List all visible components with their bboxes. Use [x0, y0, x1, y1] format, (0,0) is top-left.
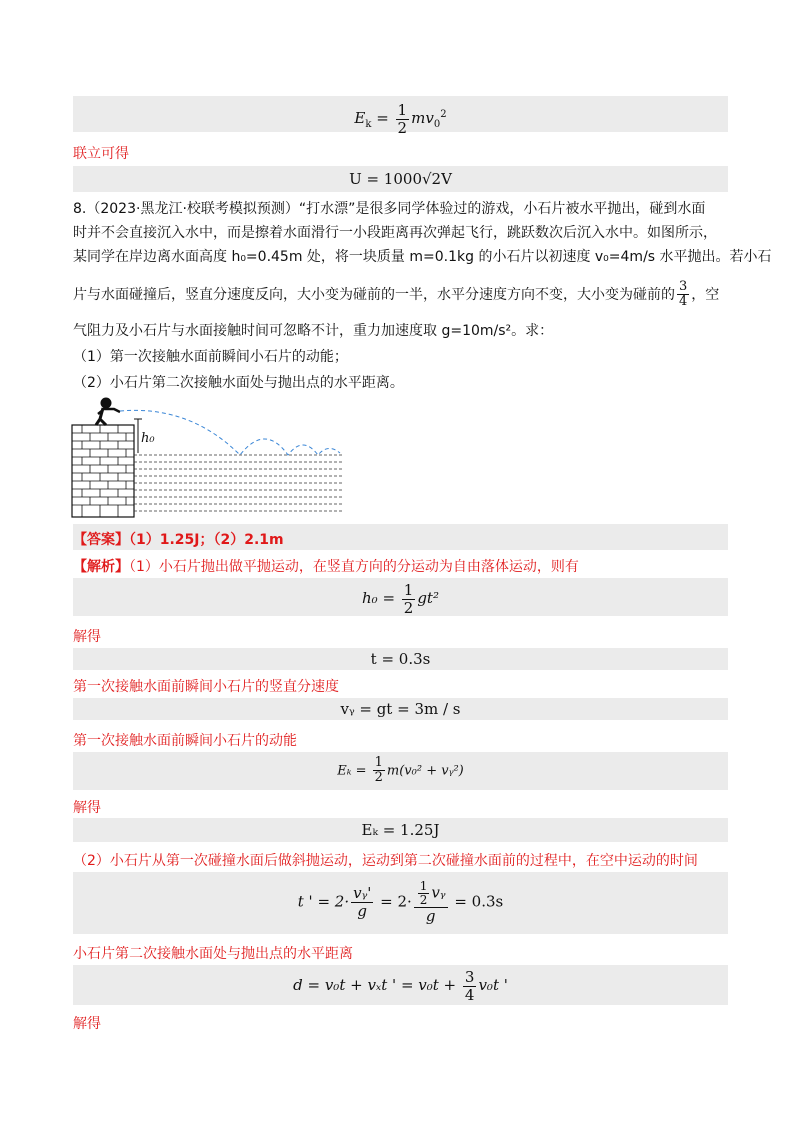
step-text: 第一次接触水面前瞬间小石片的竖直分速度 [73, 679, 339, 695]
rhs: m(v₀² + vᵧ²) [386, 763, 464, 779]
compound-numerator [414, 880, 448, 908]
person-throwing [96, 398, 120, 425]
step-label: 解得 [73, 800, 101, 816]
lhs: Eₖ = [337, 763, 371, 779]
equation-band [73, 166, 728, 192]
step-text: （2）小石片从第一次碰撞水面后做斜抛运动，运动到第二次碰撞水面前的过程中，在空中运动的时间 [73, 853, 698, 869]
problem-number: 8. [73, 201, 87, 217]
answer-text: （1）1.25J；（2）2.1m [129, 532, 284, 548]
problem-line-2: 时并不会直接沉入水中，而是擦着水面滑行一小段距离再次弹起飞行，跳跃数次后沉入水中。如图所示， [73, 225, 717, 241]
equation-tprime [73, 880, 728, 925]
question-1: （1）第一次接触水面前瞬间小石片的动能； [73, 349, 348, 365]
equation-d [73, 969, 728, 1003]
equation-band [73, 578, 728, 616]
height-label: h₀ [141, 431, 155, 446]
equation-ek-value: Eₖ = 1.25J [361, 821, 440, 839]
denominator: 2 [397, 118, 408, 137]
numerator: 1 [419, 879, 428, 893]
analysis-tag: 【解析】 [73, 559, 129, 575]
denominator: 4 [464, 985, 475, 1004]
problem-text: （2023·黑龙江·校联考模拟预测）“打水漂”是很多同学体验过的游戏，小石片被水平抛出，碰到水面 [86, 201, 706, 217]
lhs: t ' = 2· [297, 892, 350, 911]
fraction [418, 880, 430, 907]
rhs: = 0.3s [449, 892, 504, 911]
numerator: 1 [397, 101, 408, 119]
water-surface [134, 455, 342, 511]
numerator: 1 [403, 581, 414, 599]
equation-vy: vᵧ = gt = 3m / s [340, 700, 461, 718]
step-text: 第一次接触水面前瞬间小石片的动能 [73, 733, 297, 749]
answer [73, 529, 284, 549]
equation-band [73, 648, 728, 670]
analysis-text: （1）小石片抛出做平抛运动，在竖直方向的分运动为自由落体运动，则有 [129, 559, 579, 575]
brick-wall [72, 425, 134, 517]
equation-t: t = 0.3s [370, 650, 431, 668]
mid: = 2· [375, 892, 412, 911]
fraction [373, 756, 385, 786]
denominator: 4 [679, 294, 688, 310]
equation-band [73, 96, 728, 137]
step-label: 联立可得 [73, 146, 129, 162]
problem-line-3: 某同学在岸边离水面高度 h₀=0.45m 处，将一块质量 m=0.1kg 的小石片以初速度 v₀=4m/s 水平抛出。若小石 [73, 249, 772, 265]
equals: = [371, 109, 394, 127]
denominator: 2 [374, 770, 383, 786]
equation-band [73, 752, 728, 790]
denominator: g [357, 901, 368, 920]
question-2: （2）小石片第二次接触水面处与抛出点的水平距离。 [73, 375, 404, 391]
step-label: 解得 [73, 629, 101, 645]
equation-ek-v0 [73, 102, 728, 136]
step-label: 解得 [73, 1016, 101, 1032]
step-text: 小石片第二次接触水面处与抛出点的水平距离 [73, 946, 353, 962]
analysis-line [73, 556, 579, 576]
symbol: vᵧ [431, 883, 446, 902]
equation-band [73, 698, 728, 720]
equation-band [73, 965, 728, 1005]
equation-u: U = 1000√2V [349, 170, 452, 188]
problem-line-4 [73, 280, 719, 310]
answer-tag: 【答案】 [73, 532, 129, 548]
denominator: g [425, 907, 436, 926]
problem-line-1 [73, 198, 705, 218]
numerator: 3 [464, 968, 475, 986]
fraction [677, 280, 689, 310]
symbol: m [411, 109, 426, 127]
stone-skipping-figure [70, 395, 345, 520]
fraction [463, 969, 477, 1003]
equation-h0 [73, 582, 728, 616]
numerator: 3 [679, 279, 688, 294]
fraction [351, 885, 373, 919]
symbol: v [425, 109, 434, 127]
equation-band [73, 818, 728, 842]
fraction [396, 102, 410, 136]
lhs: d = v₀t + vₓt ' = v₀t + [293, 976, 461, 994]
problem-text: 片与水面碰撞后，竖直分速度反向，大小变为碰前的一半，水平分速度方向不变，大小变为碰前的 [73, 286, 675, 303]
superscript: 2 [440, 109, 447, 120]
denominator: 2 [419, 893, 428, 908]
answer-band [73, 524, 728, 550]
subscript: k [365, 119, 372, 130]
problem-line-5: 气阻力及小石片与水面接触时间可忽略不计，重力加速度取 g=10m/s²。求： [73, 323, 554, 339]
fraction [402, 582, 416, 616]
symbol: E [354, 109, 366, 127]
rhs: v₀t ' [478, 976, 508, 994]
subscript: 0 [433, 119, 441, 130]
equation-band [73, 872, 728, 934]
compound-fraction [414, 880, 448, 925]
numerator: 1 [374, 755, 383, 770]
rhs: gt² [417, 589, 439, 607]
problem-text: ，空 [691, 286, 720, 303]
lhs: h₀ = [362, 589, 400, 607]
equation-ek-full [73, 756, 728, 786]
denominator: 2 [403, 598, 414, 617]
numerator: vᵧ' [353, 884, 372, 903]
